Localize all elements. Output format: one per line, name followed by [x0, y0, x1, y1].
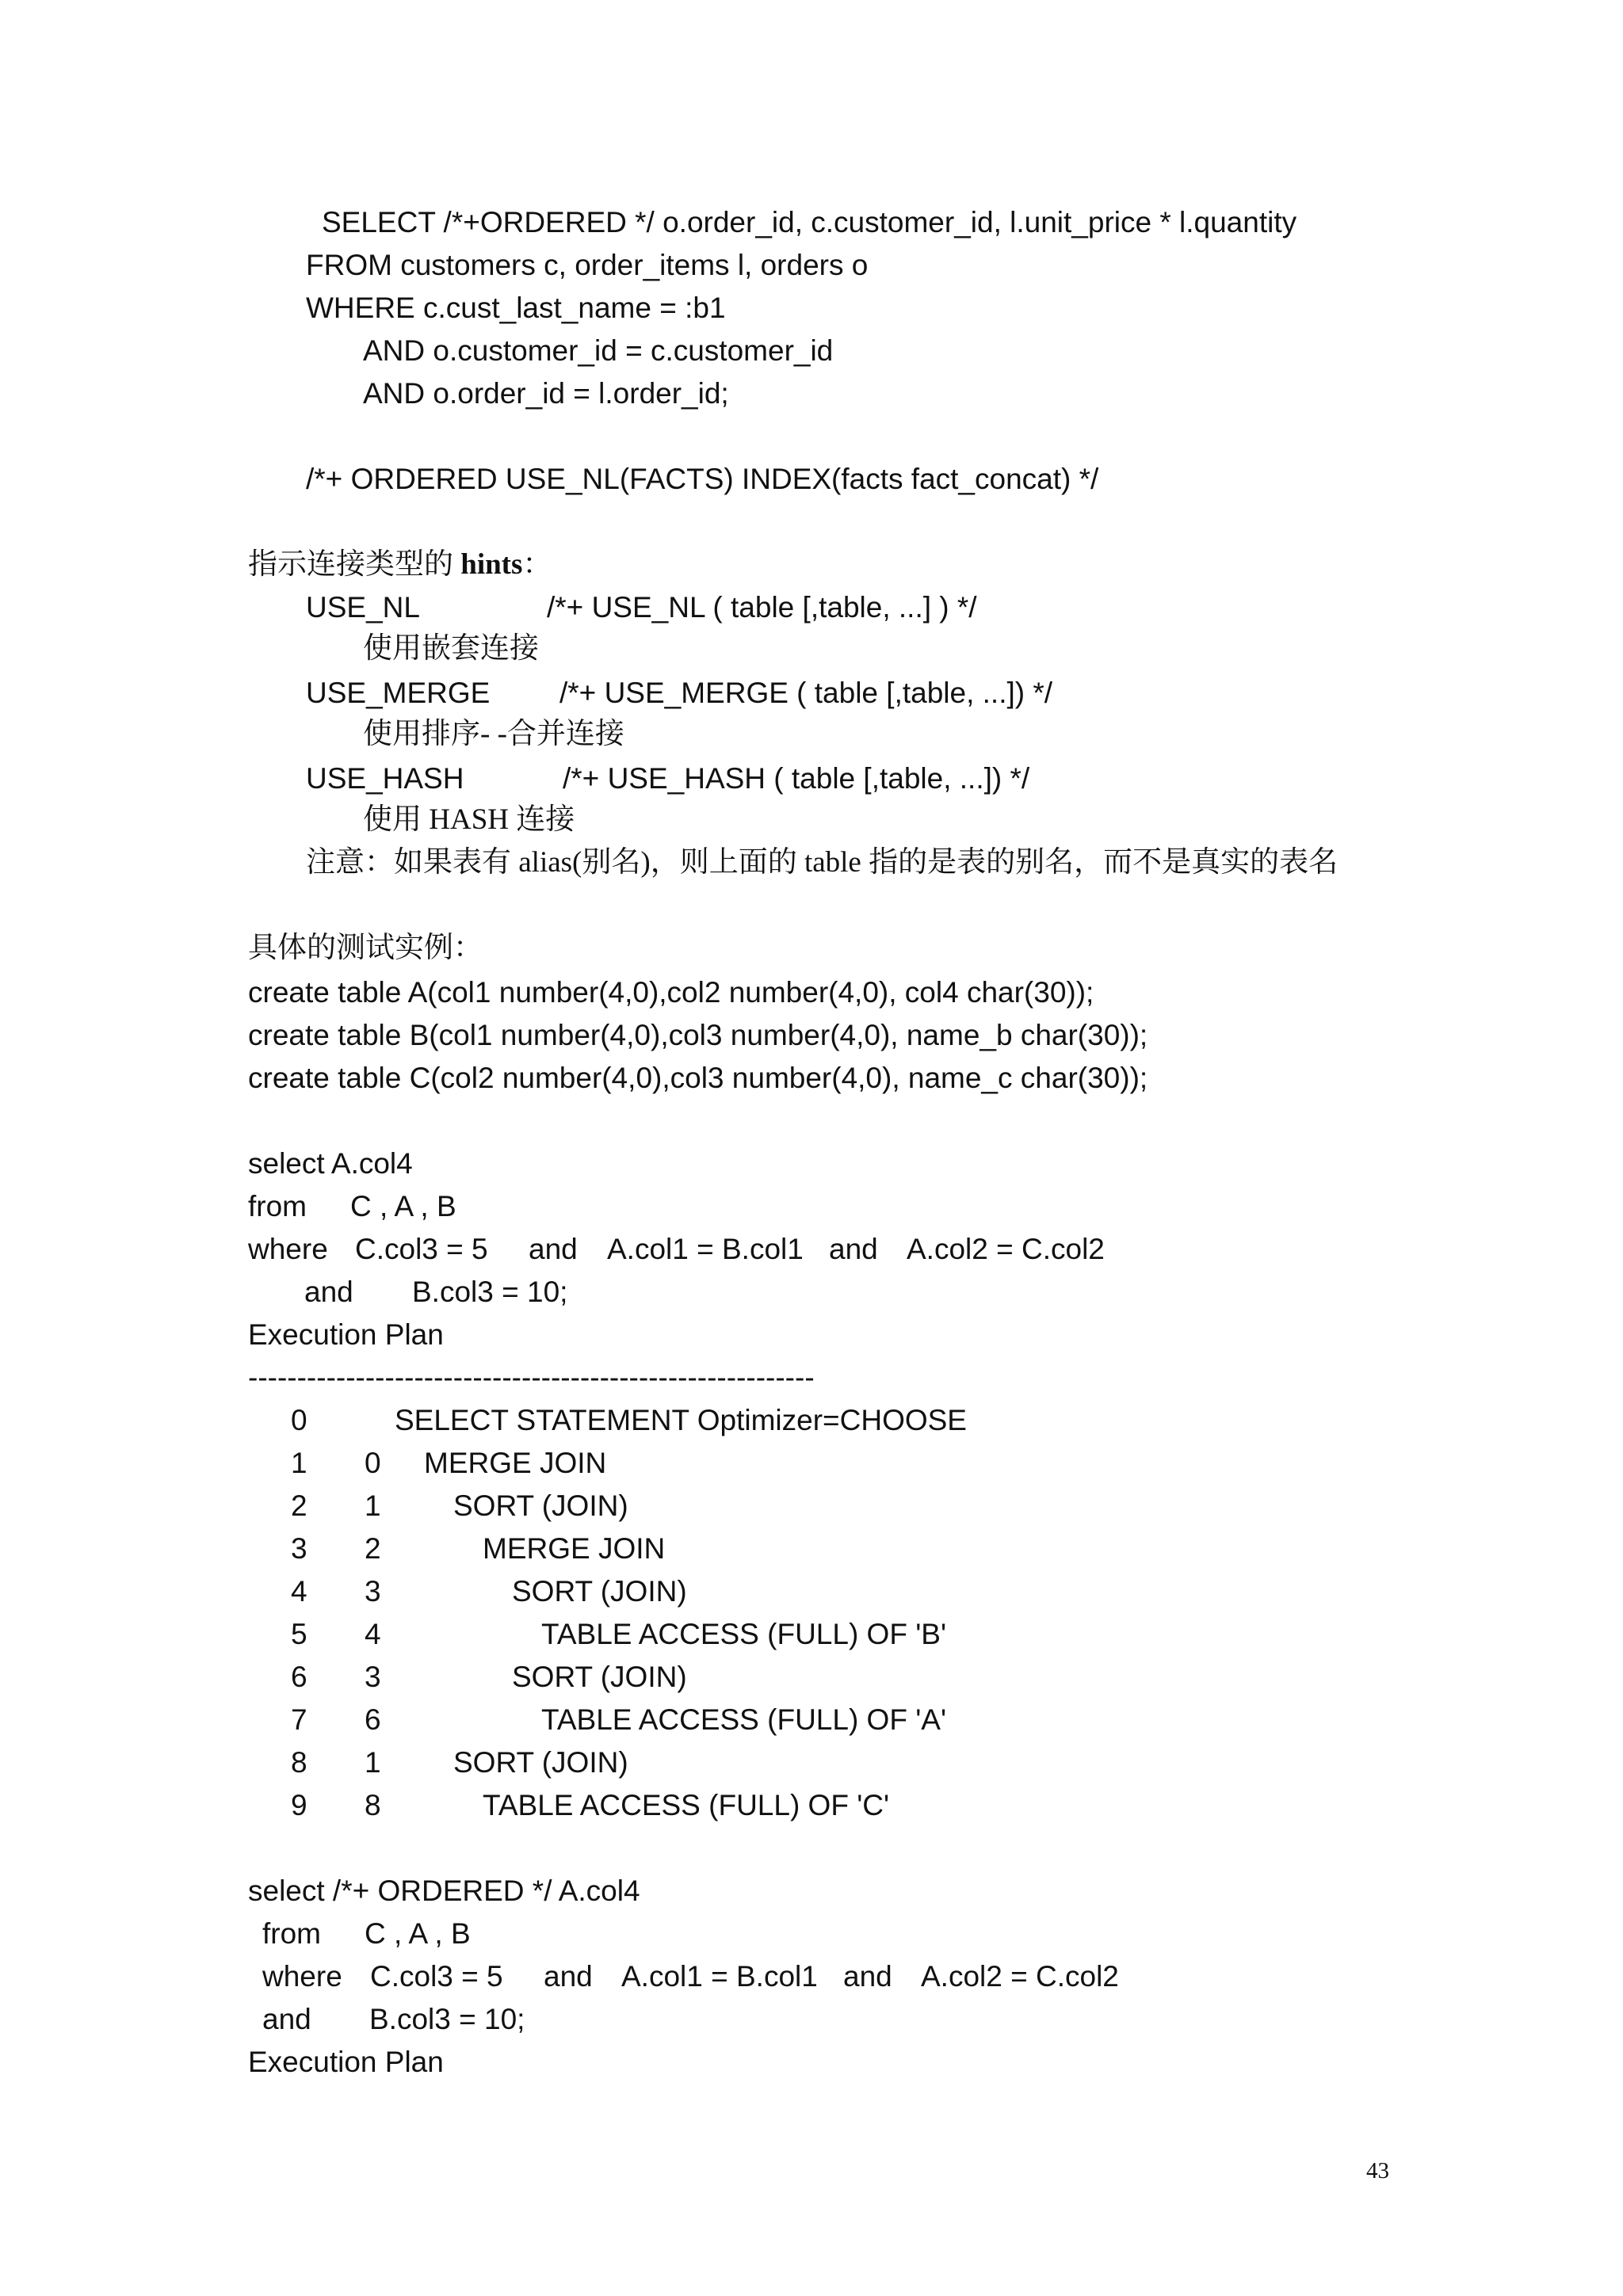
- plan-row-parent: 6: [365, 1703, 381, 1736]
- query2-and2: and: [829, 1233, 878, 1265]
- query3-plan-label: Execution Plan: [248, 2046, 444, 2078]
- query1-line3: WHERE c.cust_last_name = :b1: [306, 292, 726, 324]
- query2-and1: and: [529, 1233, 578, 1265]
- query1-line5: AND o.order_id = l.order_id;: [363, 377, 729, 410]
- hint-name-use-nl: USE_NL: [306, 591, 420, 624]
- plan-row-id: 4: [291, 1575, 307, 1608]
- query2-select: select A.col4: [248, 1147, 413, 1180]
- plan-row-id: 9: [291, 1789, 307, 1821]
- plan-row-parent: 0: [365, 1447, 381, 1479]
- plan-divider: ----------------------------------------------------------: [248, 1361, 815, 1394]
- hint-name-use-merge: USE_MERGE: [306, 677, 491, 709]
- plan-row-operation: MERGE JOIN: [424, 1447, 607, 1479]
- query2-and3: and: [304, 1276, 353, 1308]
- plan-row-operation: MERGE JOIN: [483, 1532, 666, 1565]
- query3-where-keyword: where: [262, 1960, 342, 1993]
- hint-name-use-hash: USE_HASH: [306, 762, 464, 795]
- join-hints-heading-prefix: 指示连接类型的: [248, 548, 461, 581]
- plan-row-operation: TABLE ACCESS (FULL) OF 'C': [483, 1789, 890, 1821]
- query3-and1: and: [544, 1960, 593, 1993]
- plan-row-parent: 3: [365, 1661, 381, 1693]
- query3-cond4: B.col3 = 10;: [369, 2003, 525, 2035]
- plan-row-id: 1: [291, 1447, 307, 1479]
- plan-row-id: 3: [291, 1532, 307, 1565]
- query3-cond1: C.col3 = 5: [370, 1960, 503, 1993]
- plan-row-parent: 1: [365, 1746, 381, 1779]
- query3-and3: and: [262, 2003, 311, 2035]
- join-hints-heading-keyword: hints: [460, 548, 523, 581]
- plan-row-parent: 4: [365, 1618, 381, 1650]
- plan-row-parent: 2: [365, 1532, 381, 1565]
- query2-cond4: B.col3 = 10;: [412, 1276, 568, 1308]
- hint-example: /*+ ORDERED USE_NL(FACTS) INDEX(facts fact_concat) */: [306, 463, 1099, 495]
- query3-select: select /*+ ORDERED */ A.col4: [248, 1875, 640, 1907]
- plan-row-operation: SORT (JOIN): [453, 1746, 628, 1779]
- plan-row-id: 6: [291, 1661, 307, 1693]
- plan-row-id: 5: [291, 1618, 307, 1650]
- plan-row-operation: SORT (JOIN): [512, 1575, 687, 1608]
- plan-row-id: 7: [291, 1703, 307, 1736]
- query2-from-keyword: from: [248, 1190, 307, 1222]
- join-hints-heading: [248, 550, 552, 579]
- alias-note: 注意：如果表有 alias(别名)，则上面的 table 指的是表的别名，而不是真实的表名: [306, 846, 1338, 879]
- join-hints-heading-suffix: ：: [522, 548, 552, 581]
- hint-syntax-use-hash: /*+ USE_HASH ( table [,table, ...]) */: [563, 762, 1030, 795]
- create-table-b: create table B(col1 number(4,0),col3 number(4,0), name_b char(30));: [248, 1019, 1148, 1051]
- plan-row-operation: SORT (JOIN): [453, 1489, 628, 1522]
- query2-cond2: A.col1 = B.col1: [607, 1233, 804, 1265]
- plan-row-parent: 1: [365, 1489, 381, 1522]
- plan-row-id: 2: [291, 1489, 307, 1522]
- create-table-a: create table A(col1 number(4,0),col2 number(4,0), col4 char(30));: [248, 976, 1094, 1009]
- query2-where-keyword: where: [248, 1233, 328, 1265]
- plan-row-id: 0: [291, 1404, 307, 1436]
- query2-from-tables: C , A , B: [350, 1190, 456, 1222]
- query2-cond1: C.col3 = 5: [355, 1233, 488, 1265]
- query1-line1: SELECT /*+ORDERED */ o.order_id, c.customer_id, l.unit_price * l.quantity: [322, 206, 1297, 238]
- plan-row-parent: 8: [365, 1789, 381, 1821]
- query2-plan-label: Execution Plan: [248, 1318, 444, 1351]
- plan-row-parent: 3: [365, 1575, 381, 1608]
- hint-desc-use-hash: 使用 HASH 连接: [363, 803, 575, 836]
- create-table-c: create table C(col2 number(4,0),col3 number(4,0), name_c char(30));: [248, 1062, 1148, 1094]
- hint-syntax-use-merge: /*+ USE_MERGE ( table [,table, ...]) */: [559, 677, 1053, 709]
- query3-from-keyword: from: [262, 1917, 321, 1950]
- page-number: 43: [1366, 2158, 1389, 2183]
- query3-from-tables: C , A , B: [365, 1917, 471, 1950]
- query3-cond3: A.col2 = C.col2: [921, 1960, 1119, 1993]
- plan-row-operation: SORT (JOIN): [512, 1661, 687, 1693]
- plan-row-operation: TABLE ACCESS (FULL) OF 'A': [541, 1703, 947, 1736]
- hint-desc-use-merge: 使用排序- -合并连接: [363, 718, 624, 750]
- plan-row-id: 8: [291, 1746, 307, 1779]
- query3-and2: and: [843, 1960, 892, 1993]
- query2-cond3: A.col2 = C.col2: [907, 1233, 1105, 1265]
- query1-line4: AND o.customer_id = c.customer_id: [363, 334, 834, 367]
- plan-row-operation: TABLE ACCESS (FULL) OF 'B': [541, 1618, 947, 1650]
- plan-row-operation: SELECT STATEMENT Optimizer=CHOOSE: [395, 1404, 967, 1436]
- query1-line2: FROM customers c, order_items l, orders o: [306, 249, 869, 281]
- hint-desc-use-nl: 使用嵌套连接: [363, 632, 539, 665]
- hint-syntax-use-nl: /*+ USE_NL ( table [,table, ...] ) */: [547, 591, 977, 624]
- query3-cond2: A.col1 = B.col1: [621, 1960, 818, 1993]
- test-heading: 具体的测试实例：: [248, 932, 483, 964]
